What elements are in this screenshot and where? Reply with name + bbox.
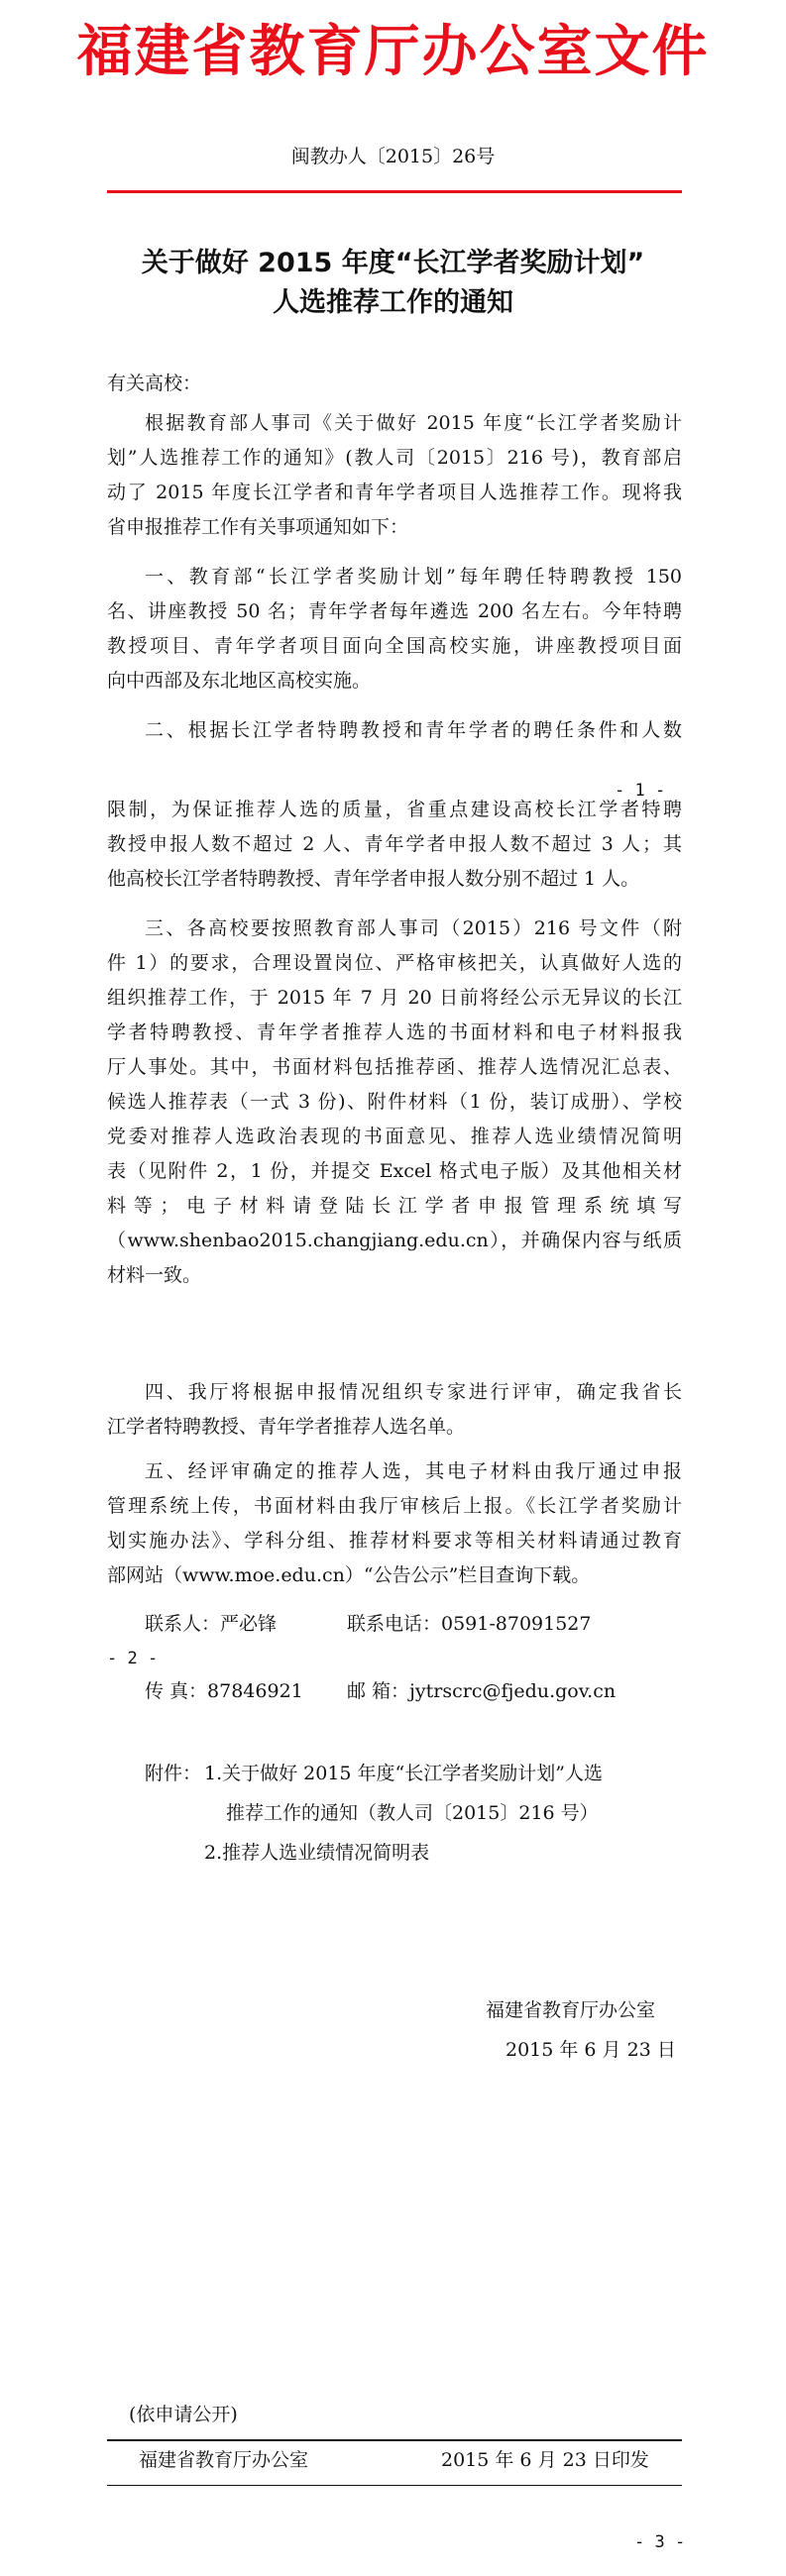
paragraph-line: 部网站（www.moe.edu.cn）“公告公示”栏目查询下载。 [107, 1564, 591, 1586]
footer-top-rule [107, 2439, 682, 2441]
paragraph-line: （www.shenbao2015.changjiang.edu.cn），并确保内容与纸质 [107, 1230, 682, 1251]
salutation: 有关高校： [107, 373, 202, 394]
signature-date: 2015 年 6 月 23 日 [505, 2039, 676, 2061]
paragraph-line: 省申报推荐工作有关事项通知如下： [107, 516, 409, 538]
paragraph-line: 料等；电子材料请登陆长江学者申报管理系统填写 [107, 1195, 682, 1217]
paragraph-line: 组织推荐工作，于 2015 年 7 月 20 日前将经公示无异议的长江 [107, 987, 682, 1009]
paragraph-5 [107, 1375, 682, 1445]
paragraph-3-rest [107, 793, 682, 897]
paragraph-line: 他高校长江学者特聘教授、青年学者申报人数分别不超过 1 人。 [107, 868, 640, 890]
paragraph-6 [107, 1454, 682, 1593]
contact-person: 联系人：严必锋 [145, 1613, 278, 1635]
paragraph-line: 党委对推荐人选政治表现的书面意见、推荐人选业绩情况简明 [107, 1126, 682, 1147]
title-line-2: 人选推荐工作的通知 [273, 287, 513, 318]
paragraph-line: 名、讲座教授 50 名；青年学者每年遴选 200 名左右。今年特聘 [107, 600, 682, 622]
paragraph-1 [107, 406, 682, 545]
page-number-2: - 2 - [107, 1649, 159, 1668]
document-number: 闽教办人〔2015〕26号 [290, 146, 496, 167]
document-header-title: 福建省教育厅办公室文件 [76, 20, 710, 84]
paragraph-line: 学者特聘教授、青年学者推荐人选的书面材料和电子材料报我 [107, 1021, 682, 1043]
footer-print-date: 2015 年 6 月 23 日印发 [441, 2449, 649, 2471]
document-title [0, 244, 786, 323]
paragraph-line: 五、经评审确定的推荐人选，其电子材料由我厅通过申报 [145, 1460, 682, 1482]
attachment-1-line-1: 1.关于做好 2015 年度“长江学者奖励计划”人选 [204, 1763, 603, 1784]
paragraph-line: 教授申报人数不超过 2 人、青年学者申报人数不超过 3 人；其 [107, 833, 682, 855]
title-line-1: 关于做好 2015 年度“长江学者奖励计划” [141, 248, 645, 278]
contact-fax: 传 真：87846921 [145, 1680, 303, 1702]
paragraph-line: 动了 2015 年度长江学者和青年学者项目人选推荐工作。现将我 [107, 482, 682, 503]
footer-bottom-rule [107, 2485, 682, 2486]
paragraph-line: 候选人推荐表（一式 3 份)、附件材料（1 份，装订成册）、学校 [107, 1091, 682, 1113]
paragraph-line: 一、教育部“长江学者奖励计划”每年聘任特聘教授 150 [145, 566, 682, 588]
paragraph-line: 教授项目、青年学者项目面向全国高校实施，讲座教授项目面 [107, 635, 682, 657]
contact-email: 邮 箱：jytrscrc@fjedu.gov.cn [347, 1680, 617, 1702]
paragraph-line: 限制，为保证推荐人选的质量，省重点建设高校长江学者特聘 [107, 799, 682, 820]
paragraph-line: 三、各高校要按照教育部人事司（2015）216 号文件（附 [145, 917, 682, 939]
paragraph-line: 划实施办法》、学科分组、推荐材料要求等相关材料请通过教育 [107, 1530, 682, 1552]
attachment-1-line-2: 推荐工作的通知（教人司〔2015〕216 号） [226, 1802, 599, 1824]
paragraph-3-first-line [107, 713, 682, 748]
paragraph-line: 划”人选推荐工作的通知》(教人司〔2015〕216 号)，教育部启 [107, 447, 682, 469]
paragraph-line: 根据教育部人事司《关于做好 2015 年度“长江学者奖励计 [145, 412, 682, 434]
paragraph-line: 表（见附件 2，1 份，并提交 Excel 格式电子版）及其他相关材 [107, 1160, 682, 1182]
paragraph-line: 管理系统上传，书面材料由我厅审核后上报。《长江学者奖励计 [107, 1495, 682, 1517]
attachments-label: 附件： [145, 1763, 202, 1784]
contact-phone: 联系电话：0591-87091527 [347, 1613, 592, 1635]
footer-org: 福建省教育厅办公室 [139, 2449, 309, 2471]
paragraph-line: 二、根据长江学者特聘教授和青年学者的聘任条件和人数 [145, 719, 682, 741]
paragraph-line: 江学者特聘教授、青年学者推荐人选名单。 [107, 1416, 466, 1438]
paragraph-line: 件 1）的要求，合理设置岗位、严格审核把关，认真做好人选的 [107, 952, 682, 974]
paragraph-line: 材料一致。 [107, 1264, 202, 1286]
paragraph-line: 向中西部及东北地区高校实施。 [107, 670, 372, 692]
page-number-1: - 1 - [615, 781, 666, 801]
disclosure-note: (依申请公开) [129, 2404, 238, 2425]
paragraph-4 [107, 912, 682, 1293]
page-number-3: - 3 - [634, 2532, 686, 2552]
paragraph-2 [107, 560, 682, 698]
red-divider [107, 190, 682, 193]
attachment-2: 2.推荐人选业绩情况简明表 [204, 1842, 430, 1864]
paragraph-line: 厅人事处。其中，书面材料包括推荐函、推荐人选情况汇总表、 [107, 1056, 682, 1078]
signature-org: 福建省教育厅办公室 [486, 1999, 656, 2021]
paragraph-line: 四、我厅将根据申报情况组织专家进行评审，确定我省长 [145, 1381, 682, 1403]
